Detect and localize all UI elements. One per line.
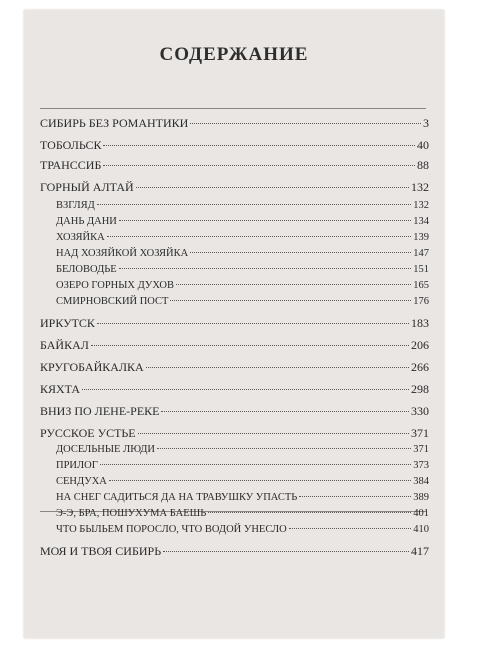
dot-leader [91, 345, 409, 346]
toc-entry-title: НАД ХОЗЯЙКОЙ ХОЗЯЙКА [56, 248, 189, 259]
dot-leader [138, 433, 409, 434]
toc-entry-page: 183 [411, 316, 429, 330]
toc-entry-title: ПРИЛОГ [56, 460, 98, 471]
toc-entry-page: 147 [413, 248, 429, 259]
dot-leader [119, 220, 411, 221]
dot-leader [136, 187, 409, 188]
toc-subentry [56, 280, 429, 291]
book-page [24, 10, 444, 638]
dot-leader [190, 252, 411, 253]
toc-subentry [56, 508, 429, 519]
toc-entry-page: 373 [413, 460, 429, 471]
toc-subentry [56, 492, 429, 503]
toc-entry [40, 316, 429, 331]
toc-entry-title: КРУГОБАЙКАЛКА [40, 360, 144, 374]
toc-subentry [56, 296, 429, 307]
toc-entry-page: 384 [413, 476, 429, 487]
dot-leader [176, 284, 411, 285]
toc-entry-page: 165 [413, 280, 429, 291]
toc-entry-title: БЕЛОВОДЬЕ [56, 264, 117, 275]
divider [40, 108, 426, 109]
toc-entry-page: 88 [417, 158, 429, 172]
toc-entry-page: 410 [413, 524, 429, 535]
dot-leader [190, 123, 421, 124]
toc-entry-title: ГОРНЫЙ АЛТАЙ [40, 180, 134, 194]
toc-entry-page: 330 [411, 404, 429, 418]
toc-entry-title: ДОСЕЛЬНЫЕ ЛЮДИ [56, 444, 155, 455]
toc-entry-title: РУССКОЕ УСТЬЕ [40, 426, 136, 440]
toc-entry-page: 139 [413, 232, 429, 243]
toc-entry-title: ТРАНССИБ [40, 158, 102, 172]
toc-entry-page: 371 [411, 426, 429, 440]
dot-leader [299, 496, 411, 497]
toc-entry-title: СИБИРЬ БЕЗ РОМАНТИКИ [40, 116, 189, 130]
toc-subentry [56, 232, 429, 243]
toc-entry-title: Э-Э, БРА, ПОШУХУМА БАЕШЬ [56, 508, 207, 519]
toc-entry [40, 404, 429, 419]
toc-subentry [56, 444, 429, 455]
dot-leader [170, 300, 411, 301]
toc-entry-page: 3 [423, 116, 429, 130]
toc-entry [40, 382, 429, 397]
toc-subentry [56, 460, 429, 471]
toc-entry-page: 132 [411, 180, 429, 194]
toc-entry-title: СМИРНОВСКИЙ ПОСТ [56, 296, 169, 307]
toc-entry-title: ОЗЕРО ГОРНЫХ ДУХОВ [56, 280, 174, 291]
toc-entry-title: ИРКУТСК [40, 316, 95, 330]
toc-entry-page: 134 [413, 216, 429, 227]
toc-entry-title: БАЙКАЛ [40, 338, 89, 352]
dot-leader [107, 236, 412, 237]
toc-entry-page: 132 [413, 200, 429, 211]
toc-entry-title: КЯХТА [40, 382, 81, 396]
toc-entry [40, 426, 429, 441]
toc-subentry [56, 200, 429, 211]
toc-entry-title: ЧТО БЫЛЬЕМ ПОРОСЛО, ЧТО ВОДОЙ УНЕСЛО [56, 524, 287, 535]
toc-subentry [56, 216, 429, 227]
toc-entry-page: 206 [411, 338, 429, 352]
toc-entry-title: ДАНЬ ДАНИ [56, 216, 117, 227]
dot-leader [119, 268, 412, 269]
toc-subentry [56, 264, 429, 275]
toc-entry-title: ХОЗЯЙКА [56, 232, 105, 243]
dot-leader [146, 367, 409, 368]
toc-entry-title: ВЗГЛЯД [56, 200, 95, 211]
toc-entry [40, 116, 429, 131]
toc-entry [40, 158, 429, 173]
toc-entry [40, 544, 429, 559]
toc-entry-title: ВНИЗ ПО ЛЕНЕ-РЕКЕ [40, 404, 160, 418]
toc-subentry [56, 248, 429, 259]
toc-entry-page: 401 [413, 508, 429, 519]
dot-leader [161, 411, 409, 412]
toc-entry-page: 40 [417, 138, 429, 152]
dot-leader [82, 389, 409, 390]
dot-leader [109, 480, 411, 481]
toc-entry-page: 298 [411, 382, 429, 396]
toc-entry-title: ТОБОЛЬСК [40, 138, 102, 152]
dot-leader [103, 145, 415, 146]
dot-leader [208, 512, 411, 513]
toc-entry-page: 266 [411, 360, 429, 374]
page-title: СОДЕРЖАНИЕ [159, 44, 309, 65]
dot-leader [289, 528, 411, 529]
dot-leader [103, 165, 415, 166]
toc-entry-page: 176 [413, 296, 429, 307]
toc-entry [40, 138, 429, 153]
dot-leader [157, 448, 411, 449]
toc-entry [40, 180, 429, 195]
dot-leader [97, 323, 409, 324]
toc-entry-title: СЕНДУХА [56, 476, 107, 487]
toc-subentry [56, 476, 429, 487]
toc-subentry [56, 524, 429, 535]
toc-entry-page: 389 [413, 492, 429, 503]
toc-entry-title: МОЯ И ТВОЯ СИБИРЬ [40, 544, 162, 558]
toc-entry-title: НА СНЕГ САДИТЬСЯ ДА НА ТРАВУШКУ УПАСТЬ [56, 492, 298, 503]
dot-leader [100, 464, 411, 465]
toc-entry-page: 151 [413, 264, 429, 275]
dot-leader [163, 551, 409, 552]
toc-entry-page: 417 [411, 544, 429, 558]
toc-entry [40, 338, 429, 353]
toc-entry [40, 360, 429, 375]
toc-entry-page: 371 [413, 444, 429, 455]
dot-leader [97, 204, 411, 205]
